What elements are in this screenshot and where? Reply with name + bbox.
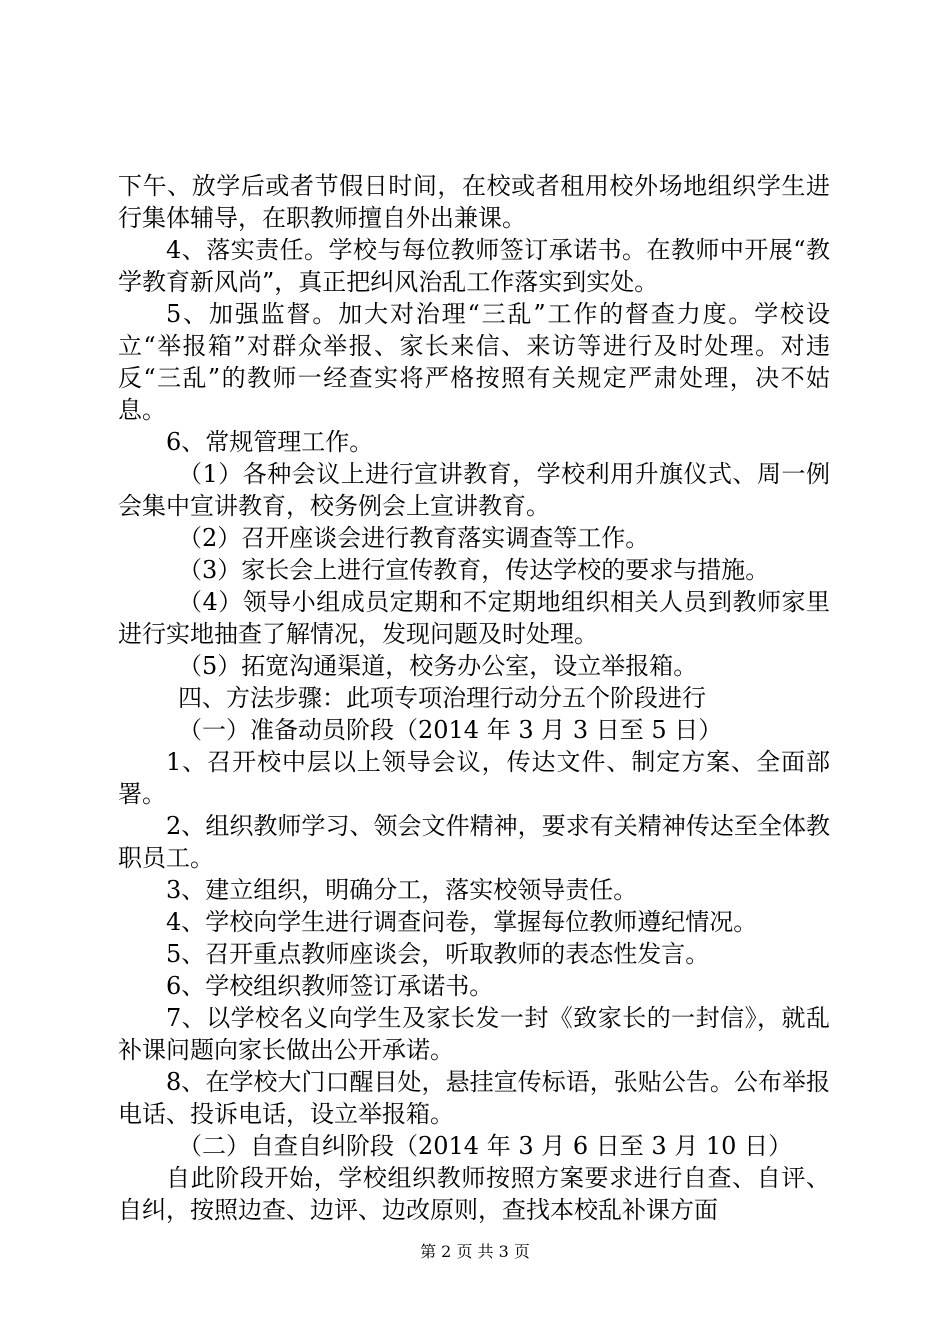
paragraph: 2、组织教师学习、领会文件精神，要求有关精神传达至全体教职员工。 xyxy=(118,812,830,872)
paragraph: 3、建立组织，明确分工，落实校领导责任。 xyxy=(166,876,638,904)
subsection-heading: （一）准备动员阶段（2014 年 3 月 3 日至 5 日） xyxy=(178,716,723,744)
paragraph: （1）各种会议上进行宣讲教育，学校利用升旗仪式、周一例会集中宣讲教育，校务例会上宣讲教育。 xyxy=(118,460,830,520)
paragraph: 7、以学校名义向学生及家长发一封《致家长的一封信》，就乱补课问题向家长做出公开承诺。 xyxy=(118,1004,830,1064)
paragraph: 6、常规管理工作。 xyxy=(166,428,374,456)
paragraph: 下午、放学后或者节假日时间，在校或者租用校外场地组织学生进行集体辅导，在职教师擅自外出兼课。 xyxy=(118,172,830,232)
paragraph: 8、在学校大门口醒目处，悬挂宣传标语，张贴公告。公布举报电话、投诉电话，设立举报箱。 xyxy=(118,1068,830,1128)
section-heading: 四、方法步骤：此项专项治理行动分五个阶段进行 xyxy=(178,684,706,712)
paragraph: 6、学校组织教师签订承诺书。 xyxy=(166,972,494,1000)
paragraph: （3）家长会上进行宣传教育，传达学校的要求与措施。 xyxy=(178,556,770,584)
paragraph: 5、召开重点教师座谈会，听取教师的表态性发言。 xyxy=(166,940,710,968)
document-body xyxy=(118,170,830,1226)
paragraph: （4）领导小组成员定期和不定期地组织相关人员到教师家里进行实地抽查了解情况，发现问题及时处理。 xyxy=(118,588,830,648)
paragraph: 4、落实责任。学校与每位教师签订承诺书。在教师中开展“教学教育新风尚”，真正把纠风治乱工作落实到实处。 xyxy=(118,236,830,296)
paragraph: 4、学校向学生进行调查问卷，掌握每位教师遵纪情况。 xyxy=(166,908,758,936)
paragraph: 5、加强监督。加大对治理“三乱”工作的督查力度。学校设立“举报箱”对群众举报、家长来信、来访等进行及时处理。对违反“三乱”的教师一经查实将严格按照有关规定严肃处理，决不姑息。 xyxy=(118,300,830,424)
paragraph: 1、召开校中层以上领导会议，传达文件、制定方案、全面部署。 xyxy=(118,748,830,808)
subsection-heading: （二）自查自纠阶段（2014 年 3 月 6 日至 3 月 10 日） xyxy=(178,1132,793,1160)
paragraph: （5）拓宽沟通渠道，校务办公室，设立举报箱。 xyxy=(178,652,698,680)
page-footer: 第 2 页 共 3 页 xyxy=(420,1242,530,1261)
paragraph: 自此阶段开始，学校组织教师按照方案要求进行自查、自评、自纠，按照边查、边评、边改原则，查找本校乱补课方面 xyxy=(118,1164,830,1224)
paragraph: （2）召开座谈会进行教育落实调查等工作。 xyxy=(178,524,650,552)
